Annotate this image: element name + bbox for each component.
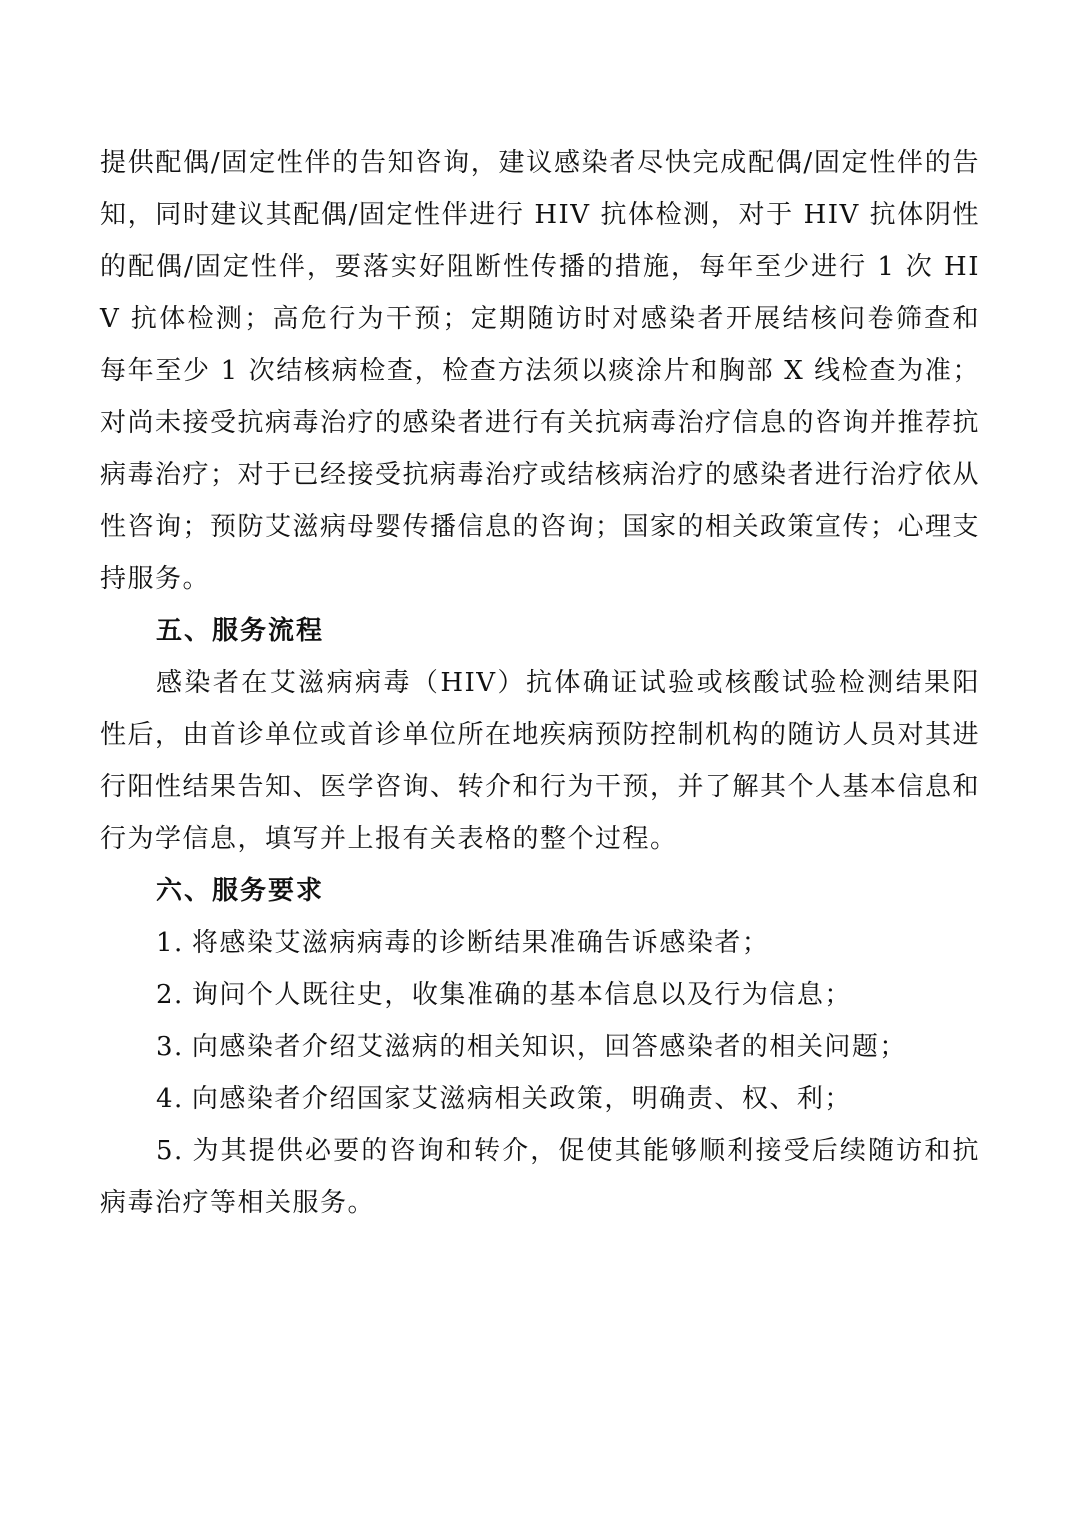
section-heading-service-requirements: 六、服务要求 xyxy=(156,876,325,906)
requirement-number: 4. xyxy=(156,1084,184,1114)
intro-paragraph: 提供配偶/固定性伴的告知咨询，建议感染者尽快完成配偶/固定性伴的告知，同时建议其配偶/固定性伴进行 HIV 抗体检测，对于 HIV 抗体阴性的配偶/固定性伴，要落实好阻断性传播的措施，每年至少进行 1 次 HIV 抗体检测；高危行为干预；定期随访时对感染者开展结核问卷筛查和每年至少 1 次结核病检查，检查方法须以痰涂片和胸部 X 线检查为准；对尚未接受抗病毒治疗的感染者进行有关抗病毒治疗信息的咨询并推荐抗病毒治疗；对于已经接受抗病毒治疗或结核病治疗的感染者进行治疗依从性咨询；预防艾滋病母婴传播信息的咨询；国家的相关政策宣传；心理支持服务。 xyxy=(100,148,981,594)
document-page xyxy=(100,137,980,1229)
requirement-number: 2. xyxy=(156,980,184,1010)
service-process-paragraph: 感染者在艾滋病病毒（HIV）抗体确证试验或核酸试验检测结果阳性后，由首诊单位或首诊单位所在地疾病预防控制机构的随访人员对其进行阳性结果告知、医学咨询、转介和行为干预，并了解其个人基本信息和行为学信息，填写并上报有关表格的整个过程。 xyxy=(100,668,981,854)
requirement-item xyxy=(100,1073,980,1125)
requirements-list xyxy=(100,917,980,1229)
requirement-text: 为其提供必要的咨询和转介，促使其能够顺利接受后续随访和抗病毒治疗等相关服务。 xyxy=(100,1136,980,1218)
requirement-item xyxy=(100,1125,980,1229)
requirement-item xyxy=(100,969,980,1021)
section-heading-service-process: 五、服务流程 xyxy=(156,616,325,646)
requirement-item xyxy=(100,917,980,969)
requirement-number: 1. xyxy=(156,928,184,958)
requirement-text: 将感染艾滋病病毒的诊断结果准确告诉感染者； xyxy=(191,928,770,958)
requirement-text: 向感染者介绍国家艾滋病相关政策，明确责、权、利； xyxy=(191,1084,852,1114)
requirement-item xyxy=(100,1021,980,1073)
requirement-text: 向感染者介绍艾滋病的相关知识，回答感染者的相关问题； xyxy=(191,1032,907,1062)
requirement-number: 3. xyxy=(156,1032,184,1062)
requirement-text: 询问个人既往史，收集准确的基本信息以及行为信息； xyxy=(191,980,852,1010)
requirement-number: 5. xyxy=(156,1136,184,1166)
